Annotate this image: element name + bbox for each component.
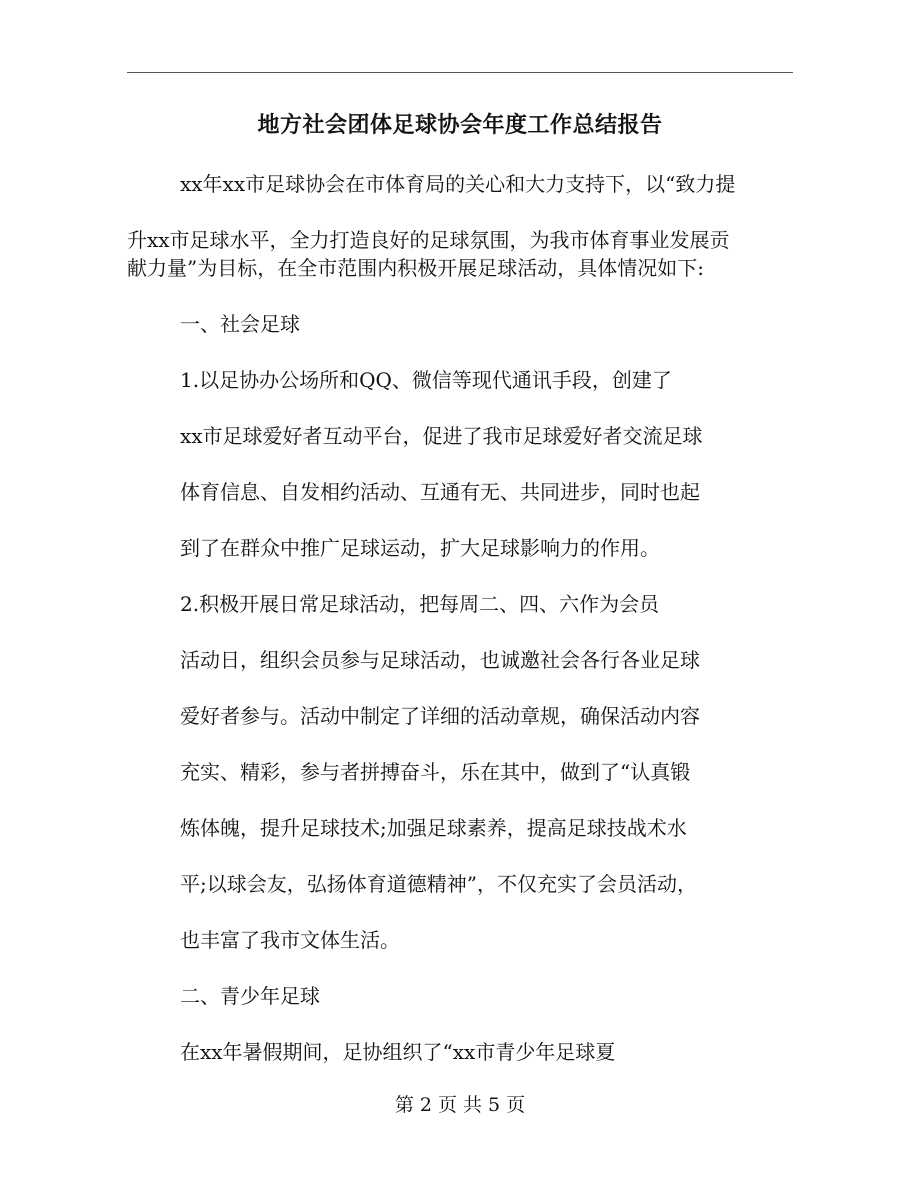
paragraph-line: 体育信息、自发相约活动、互通有无、共同进步，同时也起	[180, 480, 700, 504]
paragraph-line: 也丰富了我市文体生活。	[180, 928, 400, 952]
section-heading-social: 一、社会足球	[180, 312, 300, 336]
header-rule	[127, 72, 793, 73]
section-heading-youth: 二、青少年足球	[180, 984, 320, 1008]
paragraph-line: 炼体魄，提升足球技术;加强足球素养，提高足球技战术水	[180, 816, 687, 840]
paragraph-line: xx年xx市足球协会在市体育局的关心和大力支持下，以“致力提	[180, 172, 736, 196]
paragraph-line: 活动日，组织会员参与足球活动，也诚邀社会各行各业足球	[180, 648, 700, 672]
paragraph-line: xx市足球爱好者互动平台，促进了我市足球爱好者交流足球	[180, 424, 703, 448]
paragraph-line: 1.以足协办公场所和QQ、微信等现代通讯手段，创建了	[180, 368, 672, 392]
paragraph-line: 爱好者参与。活动中制定了详细的活动章规，确保活动内容	[180, 704, 700, 728]
paragraph-line: 平;以球会友，弘扬体育道德精神”，不仅充实了会员活动，	[180, 872, 697, 896]
paragraph-line: 充实、精彩，参与者拼搏奋斗，乐在其中，做到了“认真锻	[180, 760, 691, 784]
paragraph-line: 献力量”为目标，在全市范围内积极开展足球活动，具体情况如下:	[127, 256, 704, 280]
paragraph-line: 到了在群众中推广足球运动，扩大足球影响力的作用。	[180, 536, 660, 560]
document-title: 地方社会团体足球协会年度工作总结报告	[257, 112, 663, 138]
paragraph-line: 2.积极开展日常足球活动，把每周二、四、六作为会员	[180, 592, 660, 616]
paragraph-line: 升xx市足球水平，全力打造良好的足球氛围，为我市体育事业发展贡	[127, 228, 730, 252]
paragraph-line: 在xx年暑假期间，足协组织了“xx市青少年足球夏	[180, 1040, 616, 1064]
page-footer: 第 2 页 共 5 页	[394, 1094, 526, 1116]
